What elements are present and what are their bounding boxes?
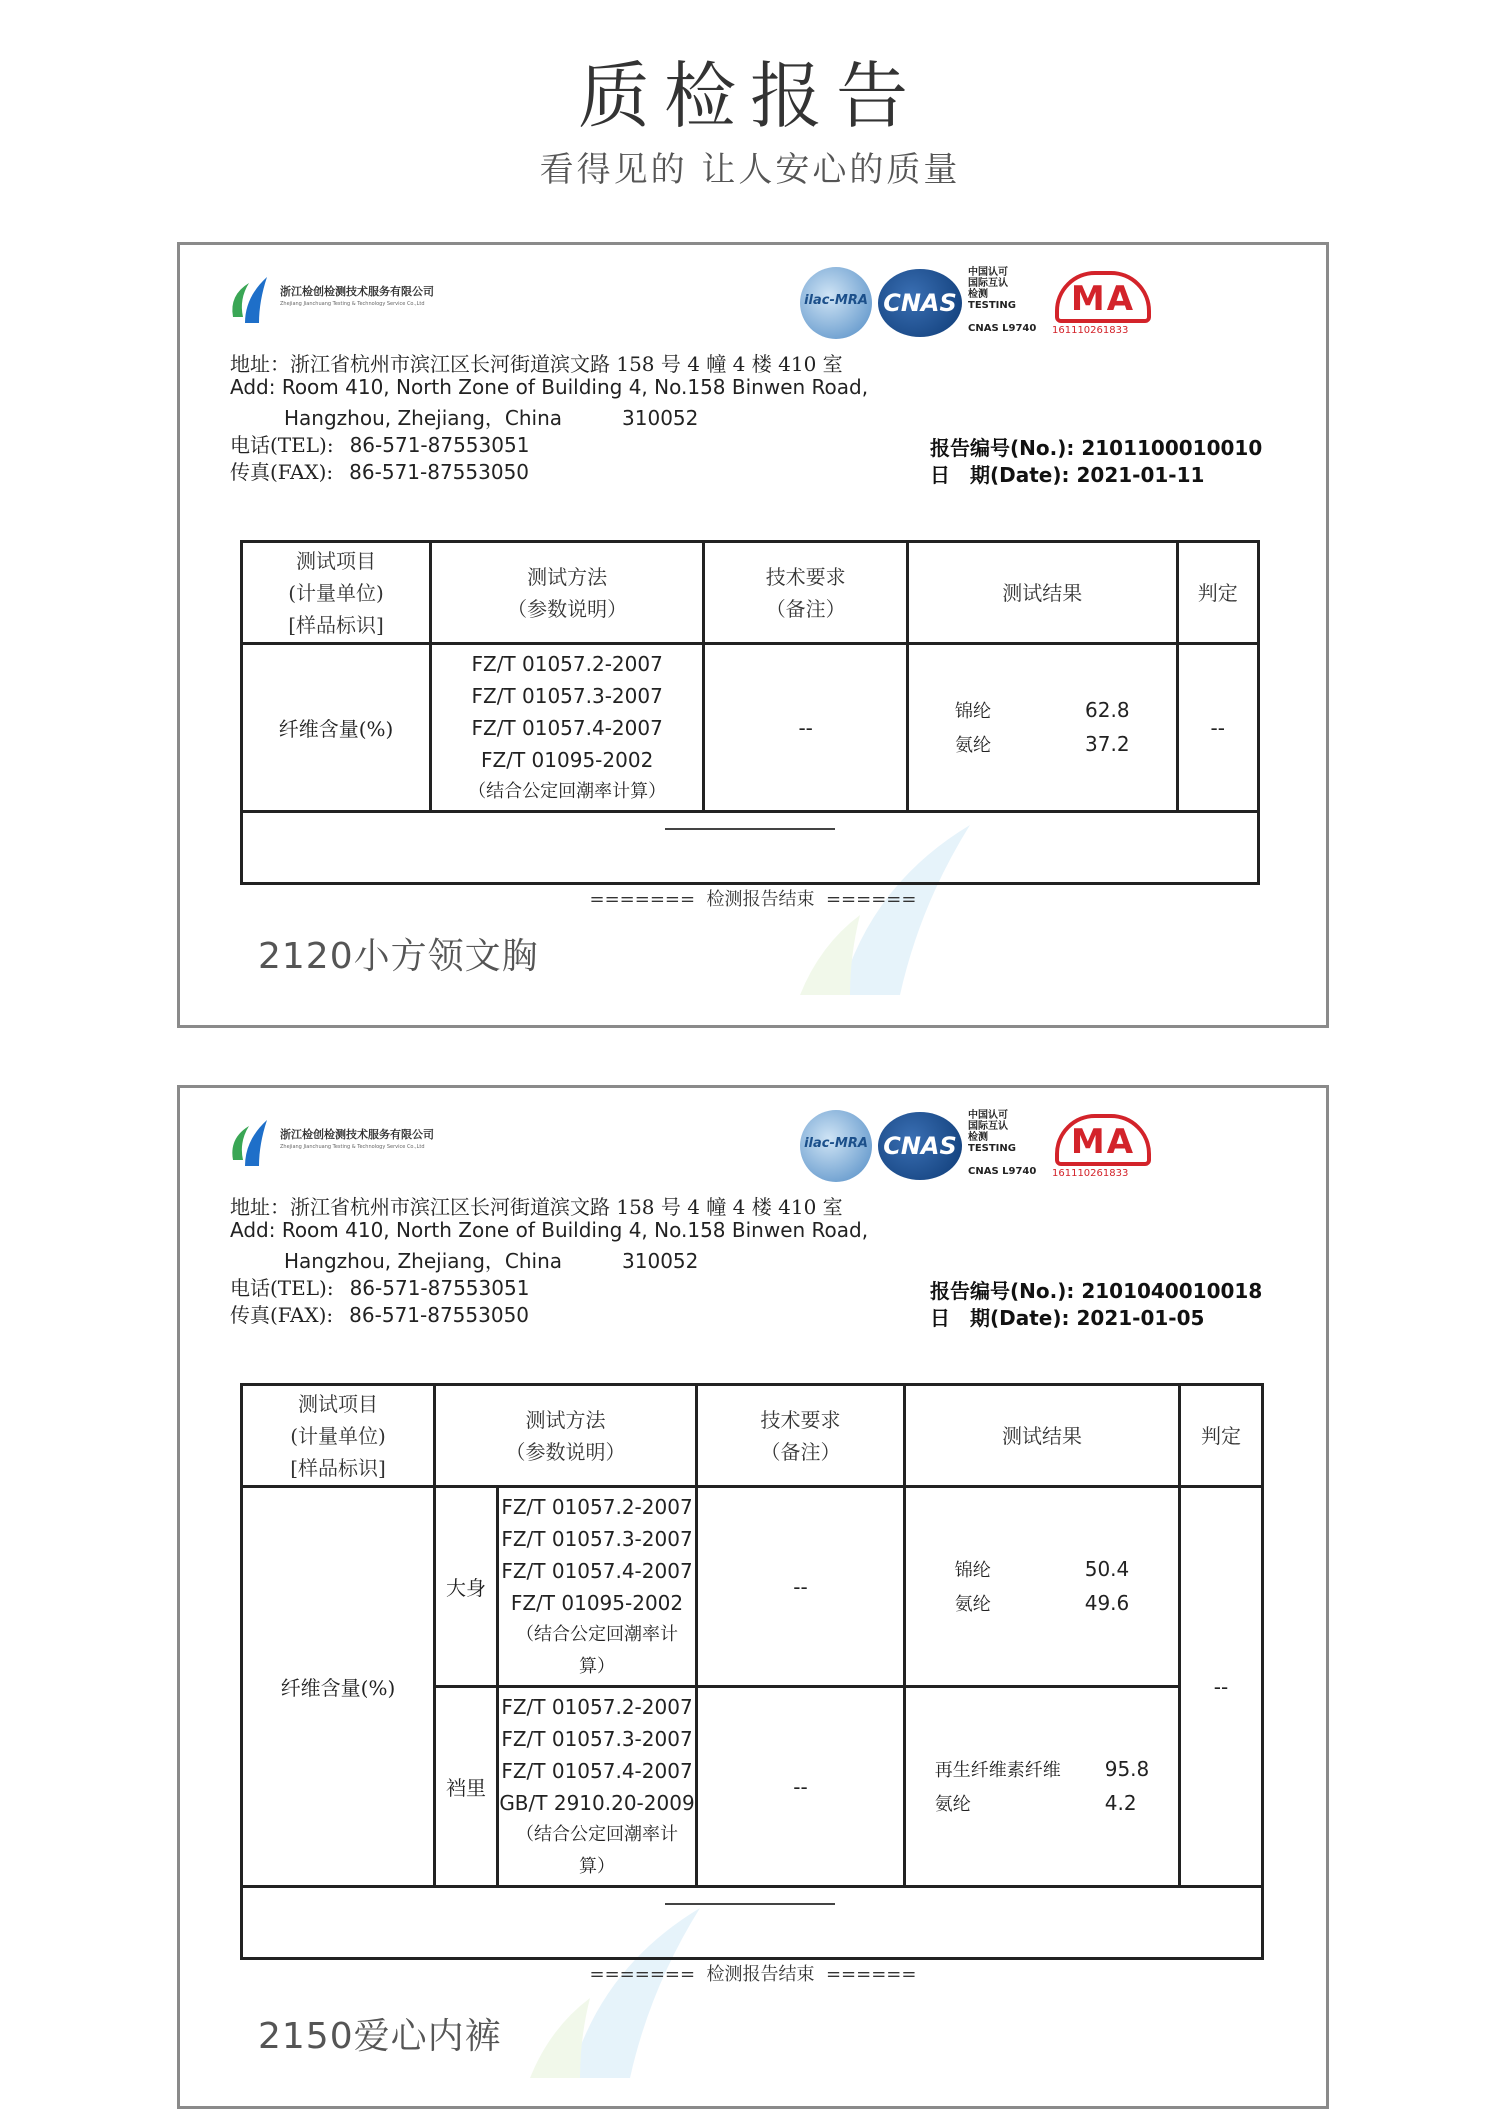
table-footer-row xyxy=(242,812,1259,884)
header-item: 测试项目 (计量单位) [样品标识] xyxy=(242,542,431,644)
fax-line: 传真(FAX): 86-571-87553050 xyxy=(230,1303,530,1327)
cnas-icon: CNAS xyxy=(878,269,962,337)
table-header-row xyxy=(242,542,1259,644)
result-cell: 锦纶 62.8 氨纶 37.2 xyxy=(908,644,1177,812)
tel-value: 86-571-87553051 xyxy=(349,433,530,457)
report-card-1 xyxy=(177,242,1329,1028)
lab-logo xyxy=(225,1116,565,1168)
ilac-mra-icon: ilac-MRA xyxy=(800,267,872,339)
header-result: 测试结果 xyxy=(905,1385,1180,1487)
cnas-icon: CNAS xyxy=(878,1112,962,1180)
address-en-1: Add: Room 410, North Zone of Building 4, No.158 Binwen Road, xyxy=(230,1218,869,1242)
header-requirement: 技术要求 （备注） xyxy=(697,1385,905,1487)
cma-stamp-icon: MA xyxy=(1055,1114,1151,1166)
tel-value: 86-571-87553051 xyxy=(349,1276,530,1300)
report-card-2 xyxy=(177,1085,1329,2109)
address-en-2: Hangzhou, Zhejiang，China 310052 xyxy=(284,1249,699,1273)
page-title: 质检报告 xyxy=(577,54,922,138)
header-result: 测试结果 xyxy=(908,542,1177,644)
method-cell: FZ/T 01057.2-2007 FZ/T 01057.3-2007 FZ/T 01057.4-2007 FZ/T 01095-2002 （结合公定回潮率计 算） xyxy=(498,1487,697,1687)
lab-name-cn: 浙江检创检测技术服务有限公司 xyxy=(280,1128,434,1141)
verdict-cell: -- xyxy=(1177,644,1259,812)
item-cell: 纤维含量(%) xyxy=(242,1487,435,1887)
accreditation-logos xyxy=(800,1108,1220,1188)
ilac-mra-icon: ilac-MRA xyxy=(800,1110,872,1182)
header-method: 测试方法 （参数说明） xyxy=(431,542,704,644)
cma-number: 161110261833 xyxy=(1052,1168,1129,1179)
table-row xyxy=(242,1487,1263,1687)
header-verdict: 判定 xyxy=(1177,542,1259,644)
cma-stamp-icon: MA xyxy=(1055,271,1151,323)
header-requirement: 技术要求 （备注） xyxy=(704,542,908,644)
fax-value: 86-571-87553050 xyxy=(349,460,530,484)
cnas-number: CNAS L9740 xyxy=(968,1166,1037,1177)
requirement-cell: -- xyxy=(697,1687,905,1887)
part-cell: 大身 xyxy=(435,1487,498,1687)
item-cell: 纤维含量(%) xyxy=(242,644,431,812)
address-cn: 地址：浙江省杭州市滨江区长河街道滨文路 158 号 4 幢 4 楼 410 室 xyxy=(230,352,843,376)
part-cell: 裆里 xyxy=(435,1687,498,1887)
cnas-text: 中国认可 国际互认 检测 TESTING xyxy=(968,267,1016,311)
cma-number: 161110261833 xyxy=(1052,325,1129,336)
report-date: 日 期(Date): 2021-01-05 xyxy=(930,1306,1205,1330)
report-number: 报告编号(No.): 2101100010010 xyxy=(930,436,1263,460)
accreditation-logos xyxy=(800,265,1220,345)
address-en-1: Add: Room 410, North Zone of Building 4, No.158 Binwen Road, xyxy=(230,375,869,399)
results-table xyxy=(240,1383,1264,1960)
tel-line: 电话(TEL): 86-571-87553051 xyxy=(230,1276,530,1300)
lab-logo-icon xyxy=(225,273,275,325)
result-cell: 再生纤维素纤维 95.8 氨纶 4.2 xyxy=(905,1687,1180,1887)
header-item: 测试项目 (计量单位) [样品标识] xyxy=(242,1385,435,1487)
lab-name-cn: 浙江检创检测技术服务有限公司 xyxy=(280,285,434,298)
address-cn: 地址：浙江省杭州市滨江区长河街道滨文路 158 号 4 幢 4 楼 410 室 xyxy=(230,1195,843,1219)
cnas-number: CNAS L9740 xyxy=(968,323,1037,334)
divider-line xyxy=(665,1903,835,1905)
verdict-cell: -- xyxy=(1180,1487,1263,1887)
requirement-cell: -- xyxy=(697,1487,905,1687)
report-number: 报告编号(No.): 2101040010018 xyxy=(930,1279,1263,1303)
header-method: 测试方法 （参数说明） xyxy=(435,1385,697,1487)
address-en-2: Hangzhou, Zhejiang，China 310052 xyxy=(284,406,699,430)
cnas-text: 中国认可 国际互认 检测 TESTING xyxy=(968,1110,1016,1154)
fax-line: 传真(FAX): 86-571-87553050 xyxy=(230,460,530,484)
report-date: 日 期(Date): 2021-01-11 xyxy=(930,463,1205,487)
table-header-row xyxy=(242,1385,1263,1487)
postcode: 310052 xyxy=(622,406,699,430)
fax-value: 86-571-87553050 xyxy=(349,1303,530,1327)
report-end-text: ======= 检测报告结束 ====== xyxy=(589,1964,917,1985)
method-cell: FZ/T 01057.2-2007 FZ/T 01057.3-2007 FZ/T 01057.4-2007 FZ/T 01095-2002 （结合公定回潮率计算） xyxy=(431,644,704,812)
lab-logo xyxy=(225,273,565,325)
report-end-text: ======= 检测报告结束 ====== xyxy=(589,889,917,910)
table-row xyxy=(242,644,1259,812)
lab-logo-icon xyxy=(225,1116,275,1168)
results-table xyxy=(240,540,1260,885)
tel-line: 电话(TEL): 86-571-87553051 xyxy=(230,433,530,457)
requirement-cell: -- xyxy=(704,644,908,812)
divider-line xyxy=(665,828,835,830)
table-footer-row xyxy=(242,1887,1263,1959)
postcode: 310052 xyxy=(622,1249,699,1273)
lab-name-en: Zhejiang Jianchuang Testing & Technology Service Co.,Ltd xyxy=(280,301,425,307)
header-verdict: 判定 xyxy=(1180,1385,1263,1487)
lab-name-en: Zhejiang Jianchuang Testing & Technology Service Co.,Ltd xyxy=(280,1144,425,1150)
result-cell: 锦纶 50.4 氨纶 49.6 xyxy=(905,1487,1180,1687)
method-cell: FZ/T 01057.2-2007 FZ/T 01057.3-2007 FZ/T 01057.4-2007 GB/T 2910.20-2009 （结合公定回潮率计 算） xyxy=(498,1687,697,1887)
product-label: 2150爱心内裤 xyxy=(258,2016,502,2057)
product-label: 2120小方领文胸 xyxy=(258,936,539,977)
page-subtitle: 看得见的 让人安心的质量 xyxy=(539,150,961,190)
